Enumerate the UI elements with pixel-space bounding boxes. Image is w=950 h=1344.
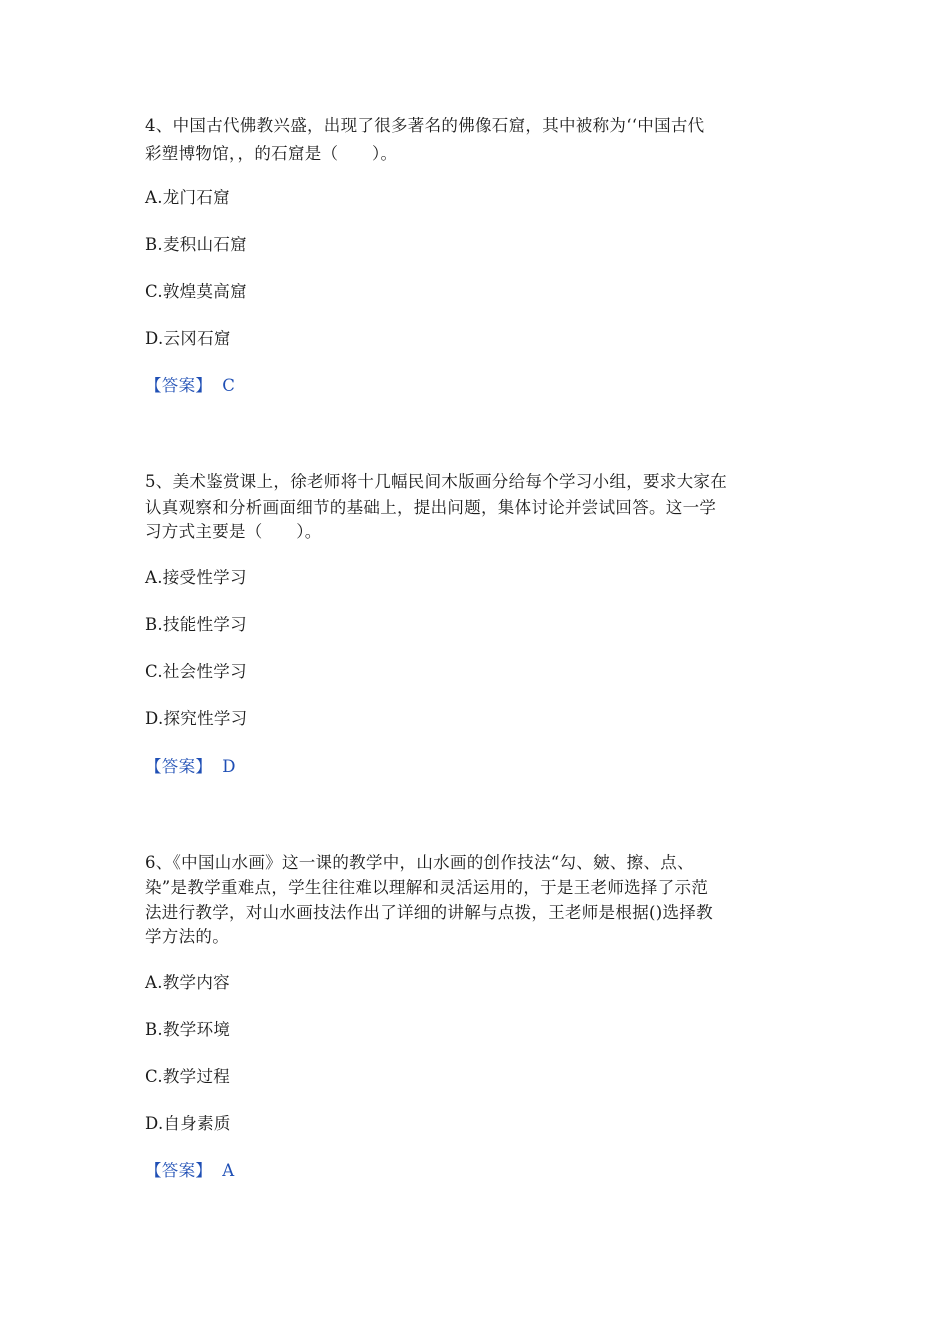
answer-line xyxy=(145,1159,234,1183)
option-b: B.麦积山石窟 xyxy=(145,235,247,254)
option-d: D.探究性学习 xyxy=(145,709,248,728)
question-stem-line: 学方法的。 xyxy=(145,927,229,946)
option-a: A.龙门石窟 xyxy=(145,188,230,207)
question-stem-line: 认真观察和分析画面细节的基础上，提出问题，集体讨论并尝试回答。这一学 xyxy=(145,498,717,517)
question-stem-line: 4、中国古代佛教兴盛，出现了很多著名的佛像石窟，其中被称为‘‘中国古代 xyxy=(145,116,705,135)
question-stem-line: 法进行教学，对山水画技法作出了详细的讲解与点拨，王老师是根据()选择教 xyxy=(145,903,713,922)
option-b: B.教学环境 xyxy=(145,1020,231,1039)
option-b: B.技能性学习 xyxy=(145,615,247,634)
answer-value: A xyxy=(222,1161,235,1180)
option-a: A.接受性学习 xyxy=(145,568,247,587)
question-stem-line: 6、《中国山水画》这一课的教学中，山水画的创作技法“勾、皴、擦、点、 xyxy=(145,853,694,872)
option-c: C.教学过程 xyxy=(145,1067,231,1086)
answer-value: D xyxy=(222,757,236,776)
option-c: C.社会性学习 xyxy=(145,662,247,681)
question-stem-line: 彩塑博物馆，，的石窟是（ ）。 xyxy=(145,144,398,163)
answer-label: 【答案】 xyxy=(145,757,213,776)
option-d: D.云冈石窟 xyxy=(145,329,231,348)
question-stem-line: 习方式主要是（ ）。 xyxy=(145,522,322,541)
option-c: C.敦煌莫高窟 xyxy=(145,282,247,301)
question-stem-line: 5、美术鉴赏课上，徐老师将十几幅民间木版画分给每个学习小组，要求大家在 xyxy=(145,472,727,491)
answer-line xyxy=(145,374,235,398)
option-a: A.教学内容 xyxy=(145,973,230,992)
question-stem-line: 染”是教学重难点，学生往往难以理解和灵活运用的，于是王老师选择了示范 xyxy=(145,878,709,897)
answer-label: 【答案】 xyxy=(145,376,213,395)
answer-label: 【答案】 xyxy=(145,1161,213,1180)
option-d: D.自身素质 xyxy=(145,1114,231,1133)
answer-value: C xyxy=(222,376,236,395)
answer-line xyxy=(145,755,236,779)
